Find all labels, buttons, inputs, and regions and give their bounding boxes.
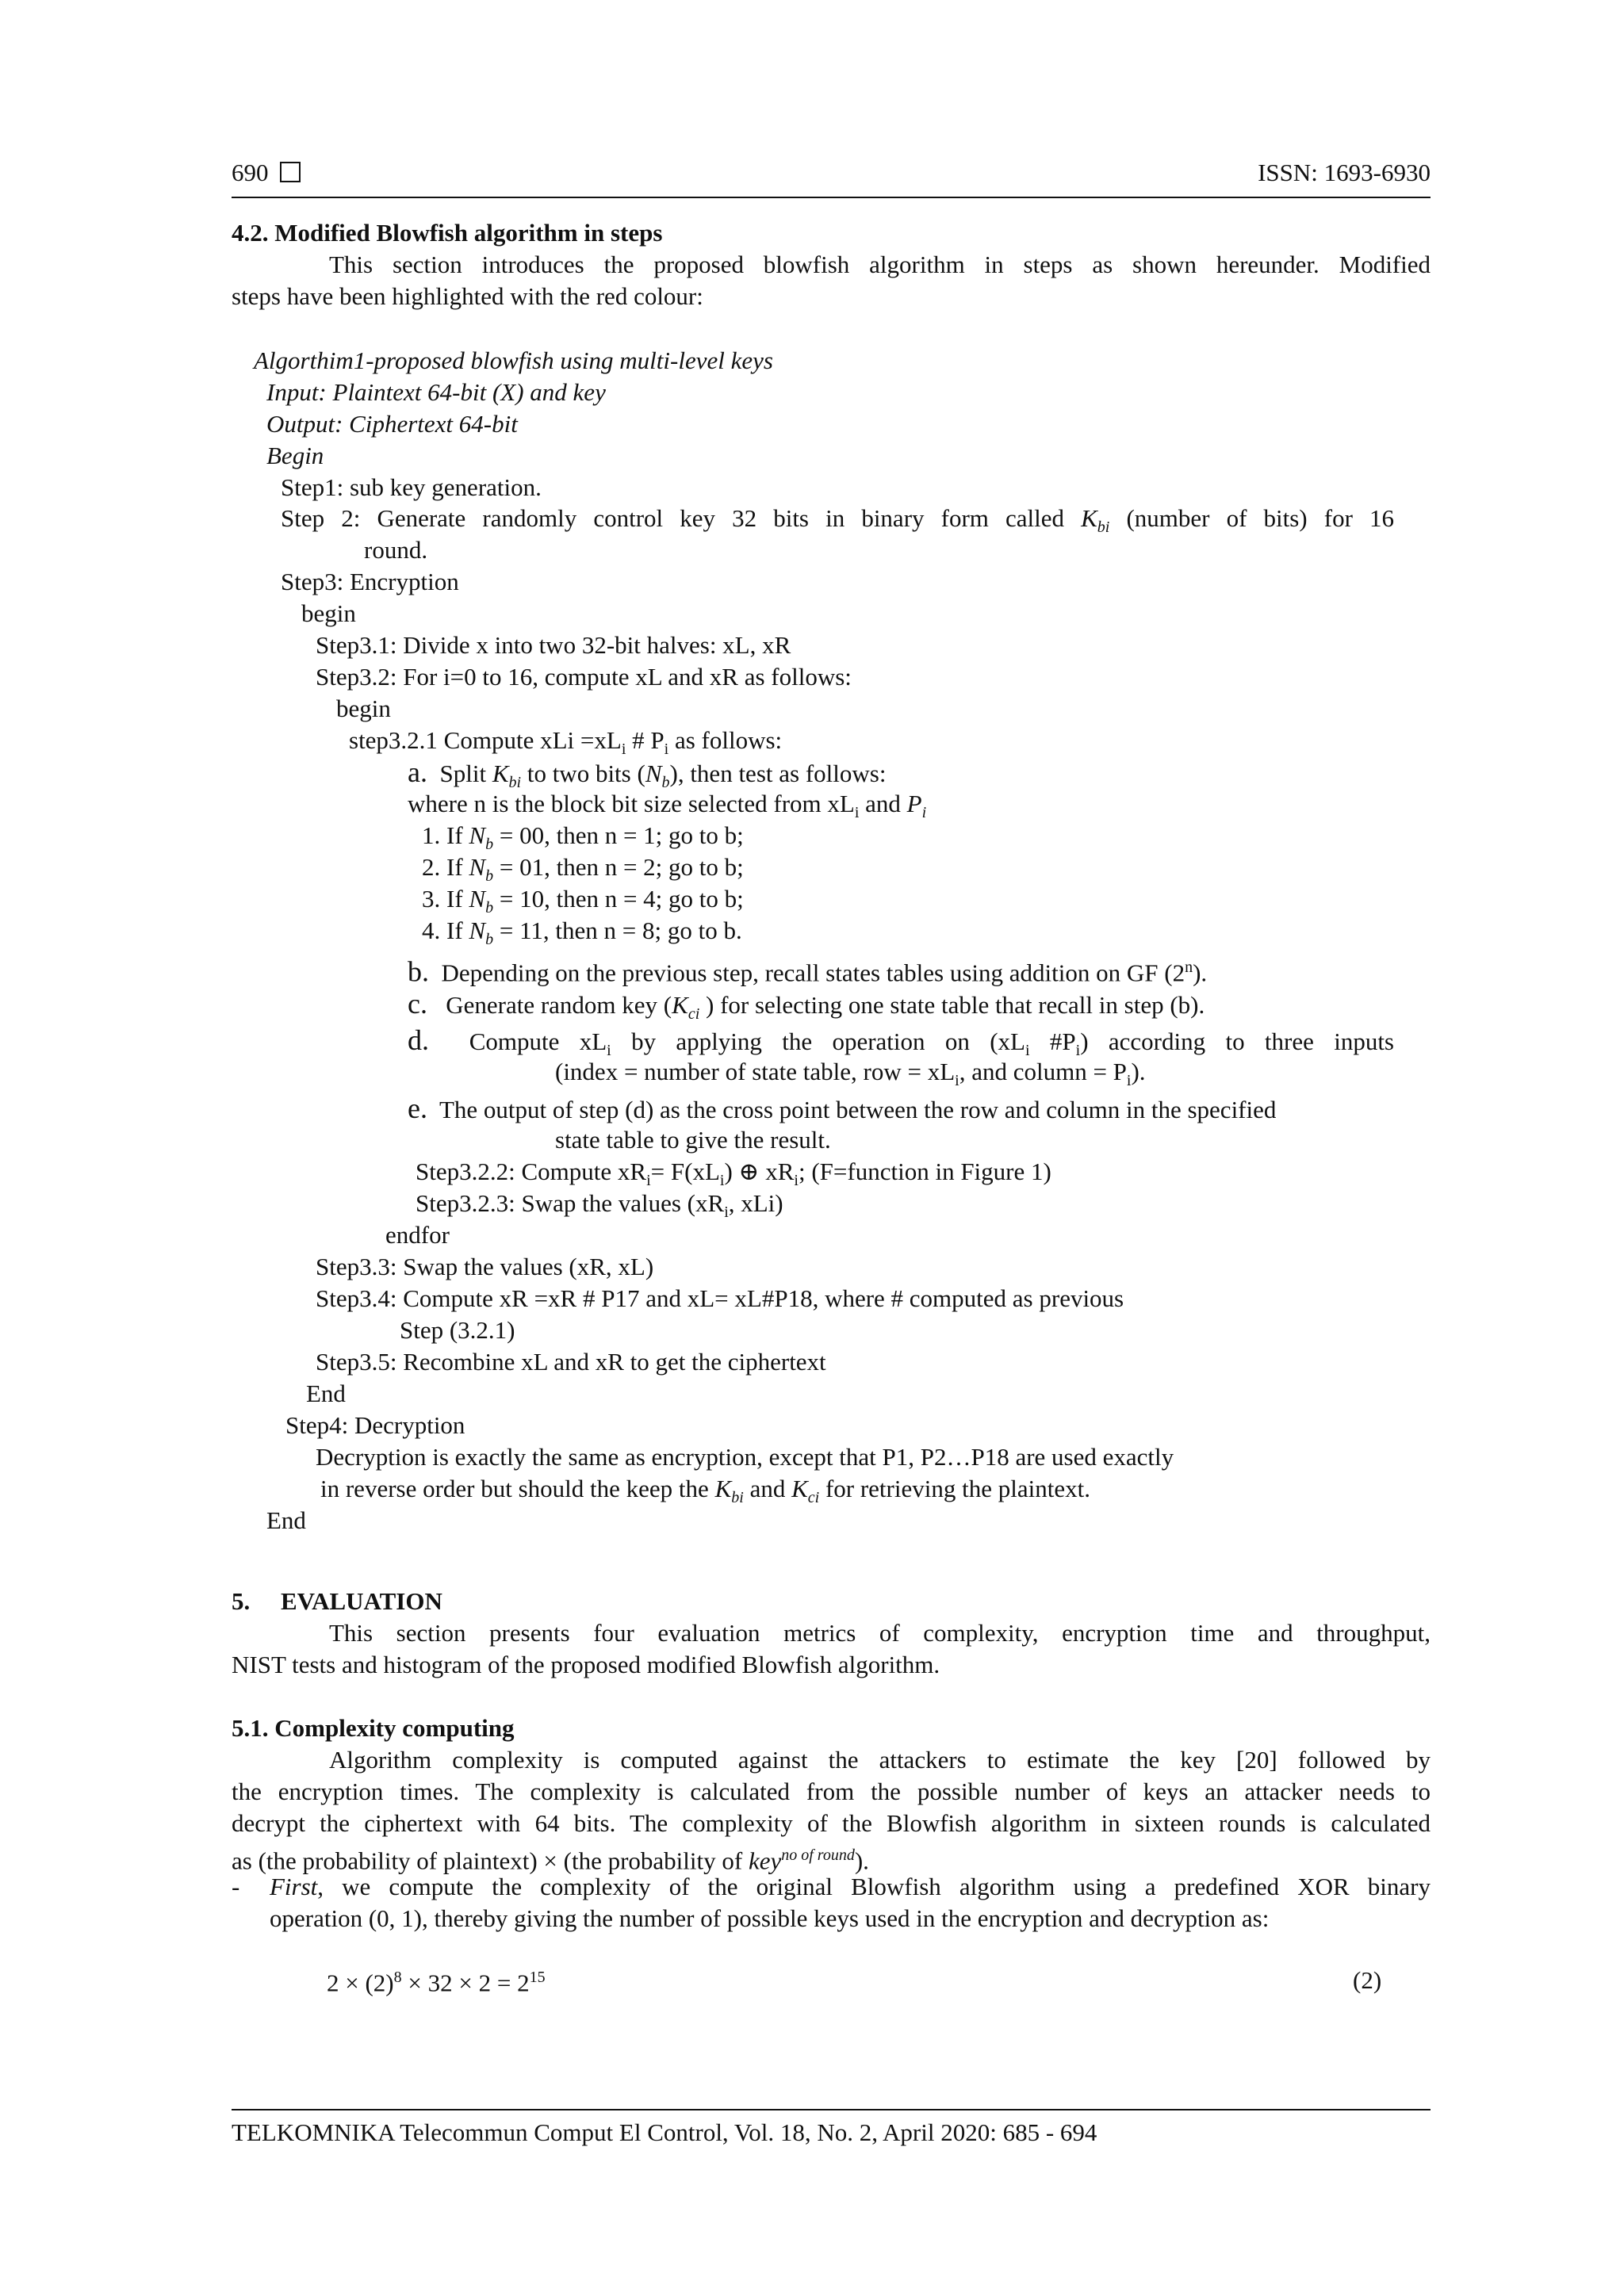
section-5-1-line-2: the encryption times. The complexity is calculated from the possible number of keys an attacker needs to [232,1777,1431,1805]
step-3-4-cont: Step (3.2.1) [400,1316,515,1344]
page-footer [232,2109,1431,2147]
step-3-2-3: Step3.2.3: Swap the values ($xR_i$, xLi) [416,1189,783,1222]
intro-line-2: steps have been highlighted with the red colour: [232,282,703,310]
step-3-2: Step3.2: For i=0 to 16, compute xL and xR as follows: [316,663,852,691]
algorithm-input: Input: Plaintext 64-bit (X) and key [266,378,606,406]
sub-step-a: a. Split $K_{bi}$ to two bits $(N_b)$, then test as follows: [408,756,887,792]
step-3-4: Step3.4: Compute xR =xR # P17 and xL= xL#P18, where # computed as previous [316,1284,1124,1312]
footer-text: TELKOMNIKA Telecommun Comput El Control, Vol. 18, No. 2, April 2020: 685 - 694 [232,2118,1097,2146]
algorithm-title: Algorthim1-proposed blowfish using multi-level keys [254,346,773,374]
equation-2: $2 \times (2)^8 \times 32 \times 2 = 2^{15}$ [327,1969,546,1997]
equation-number: (2) [1353,1966,1382,1994]
decryption-2: in reverse order but should the keep the $K_{bi}$ and $K_{ci}$ for retrieving the plaintext. [320,1475,1090,1507]
step-3-1: Step3.1: Divide x into two 32-bit halves: xL, xR [316,631,791,659]
section-heading-5-1: 5.1. Complexity computing [232,1714,515,1742]
section-5-1-line-4: as (the probability of plaintext) × (the probability of key$^{no of round}$). [232,1846,869,1875]
sub-step-e-cont: state table to give the result. [555,1126,831,1154]
decryption-1: Decryption is exactly the same as encryption, except that P1, P2…P18 are used exactly [316,1443,1174,1471]
section-5-1-line-1: Algorithm complexity is computed against the attackers to estimate the key [20] followed by [329,1746,1431,1774]
page-number: 690 [232,159,301,187]
step-3-2-2: Step3.2.2: Compute $xR_i= F(xL_i)$ ⊕ $xR_i$; (F=function in Figure 1) [416,1158,1051,1190]
bullet-dash: - [232,1873,240,1900]
sub-step-d-cont: (index = number of state table, row = $xL_i$, and column = $P_i$). [555,1058,1146,1090]
where-line: where n is the block bit size selected from $xL_i$ and $P_i$ [408,790,927,822]
step-3-5: Step3.5: Recombine xL and xR to get the ciphertext [316,1348,826,1376]
section-heading-5: 5. EVALUATION [232,1587,442,1615]
end-2: End [266,1506,306,1534]
sub-step-d: d. Compute $xL_i$ by applying the operation on ($xL_i$ $\#P_i$) according to three inputs [408,1024,1395,1060]
sub-step-b: b. Depending on the previous step, recall states tables using addition on GF (2$^n$). [408,955,1208,988]
page-header [232,155,1431,198]
issn: ISSN: 1693-6930 [1258,159,1431,186]
if-4: 4. If $N_b = 11$, then n = 8; go to b. [422,916,742,949]
bullet-first-line-2: operation (0, 1), thereby giving the number of possible keys used in the encryption and decryption as: [270,1904,1270,1932]
intro-line-1: This section introduces the proposed blowfish algorithm in steps as shown hereunder. Modified [329,251,1431,278]
begin-3: begin [336,695,391,722]
end-1: End [306,1380,346,1407]
if-3: 3. If $N_b = 10$, then n = 4; go to b; [422,885,744,917]
algorithm-begin: Begin [266,442,324,469]
if-2: 2. If $N_b = 01$, then n = 2; go to b; [422,853,744,886]
step-4: Step4: Decryption [285,1411,465,1439]
step-3-3: Step3.3: Swap the values (xR, xL) [316,1253,654,1280]
section-5-1-line-3: decrypt the ciphertext with 64 bits. The complexity of the Blowfish algorithm in sixteen rounds is calculated [232,1809,1431,1837]
step-2-cont: round. [364,536,428,564]
step-1: Step1: sub key generation. [281,473,542,501]
endfor: endfor [385,1221,450,1249]
sub-step-e: e. The output of step (d) as the cross point between the row and column in the specified [408,1093,1277,1124]
section-5-line-1: This section presents four evaluation metrics of complexity, encryption time and throughput, [329,1619,1431,1647]
section-5-line-2: NIST tests and histogram of the proposed modified Blowfish algorithm. [232,1651,940,1678]
bullet-first-line-1: First, we compute the complexity of the original Blowfish algorithm using a predefined XOR binary [270,1873,1431,1900]
section-heading-4-2: 4.2. Modified Blowfish algorithm in steps [232,219,663,247]
step-3: Step3: Encryption [281,568,459,595]
sub-step-c: c. Generate random key ($K_{ci}$ ) for selecting one state table that recall in step (b). [408,988,1205,1024]
begin-2: begin [301,599,356,627]
algorithm-output: Output: Ciphertext 64-bit [266,410,518,438]
step-2: Step 2: Generate randomly control key 32 bits in binary form called $K_{bi}$ (number of bits) for 16 [281,504,1394,537]
square-icon [280,162,301,182]
step-3-2-1: step3.2.1 Compute xLi $=xL_i$ # $P_i$ as follows: [349,726,783,759]
if-1: 1. If $N_b = 00$, then n = 1; go to b; [422,821,744,854]
